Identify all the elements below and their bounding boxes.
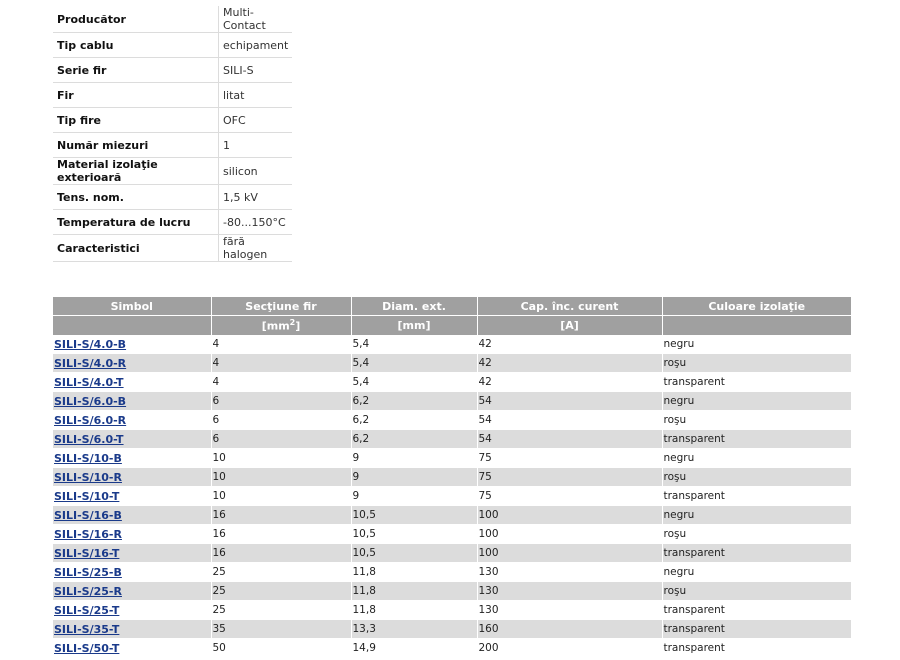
cell-curent: 75 — [477, 487, 662, 506]
spec-value: 1 — [219, 133, 293, 158]
spec-label: Temperatura de lucru — [53, 210, 219, 235]
cell-sectiune: 4 — [211, 373, 351, 392]
cell-curent: 100 — [477, 544, 662, 563]
cell-culoare: transparent — [662, 620, 851, 639]
cell-curent: 42 — [477, 354, 662, 373]
cell-simbol — [53, 544, 211, 563]
col-header-sectiune[interactable]: Secţiune fir — [211, 297, 351, 316]
cell-diam: 10,5 — [351, 544, 477, 563]
table-row — [53, 506, 851, 525]
table-row — [53, 563, 851, 582]
spec-label: Producător — [53, 6, 219, 33]
spec-value: litat — [219, 83, 293, 108]
product-link[interactable]: SILI-S/25-T — [54, 603, 120, 617]
spec-value: 1,5 kV — [219, 185, 293, 210]
cell-diam: 10,5 — [351, 525, 477, 544]
spec-value: -80...150°C — [219, 210, 293, 235]
cell-curent: 75 — [477, 468, 662, 487]
spec-label: Serie fir — [53, 58, 219, 83]
cell-curent: 54 — [477, 430, 662, 449]
cell-curent: 54 — [477, 392, 662, 411]
col-header-curent[interactable]: Cap. înc. curent — [477, 297, 662, 316]
unit-simbol — [53, 316, 211, 336]
product-link[interactable]: SILI-S/35-T — [54, 622, 120, 636]
table-row — [53, 392, 851, 411]
table-row — [53, 373, 851, 392]
product-link[interactable]: SILI-S/4.0-B — [54, 337, 127, 351]
unit-section-sup: 2 — [289, 318, 296, 328]
product-link[interactable]: SILI-S/25-R — [54, 584, 122, 598]
cell-curent: 200 — [477, 639, 662, 658]
product-link[interactable]: SILI-S/6.0-R — [54, 413, 127, 427]
spec-label: Tip cablu — [53, 33, 219, 58]
spec-row — [53, 33, 292, 58]
spec-label: Caracteristici — [53, 235, 219, 262]
cell-simbol — [53, 373, 211, 392]
cell-diam: 9 — [351, 468, 477, 487]
table-row — [53, 354, 851, 373]
table-row — [53, 335, 851, 354]
cell-diam: 9 — [351, 449, 477, 468]
cell-curent: 160 — [477, 620, 662, 639]
cell-simbol — [53, 335, 211, 354]
cell-simbol — [53, 487, 211, 506]
cell-culoare: negru — [662, 506, 851, 525]
spec-label: Tens. nom. — [53, 185, 219, 210]
spec-value: silicon — [219, 158, 293, 185]
cell-curent: 130 — [477, 563, 662, 582]
cell-sectiune: 10 — [211, 468, 351, 487]
spec-row — [53, 6, 292, 33]
table-row — [53, 639, 851, 658]
product-link[interactable]: SILI-S/4.0-T — [54, 375, 124, 389]
table-row — [53, 544, 851, 563]
unit-section-pre: [mm — [261, 319, 290, 333]
unit-section-post: ] — [295, 319, 301, 333]
cell-curent: 42 — [477, 335, 662, 354]
cell-diam: 5,4 — [351, 373, 477, 392]
cell-curent: 100 — [477, 506, 662, 525]
table-row — [53, 601, 851, 620]
table-row — [53, 487, 851, 506]
cell-curent: 130 — [477, 582, 662, 601]
table-row — [53, 525, 851, 544]
cell-culoare: roşu — [662, 354, 851, 373]
spec-row — [53, 58, 292, 83]
cell-simbol — [53, 582, 211, 601]
cell-diam: 13,3 — [351, 620, 477, 639]
cell-simbol — [53, 468, 211, 487]
specs-table — [53, 6, 292, 262]
unit-diam: [mm] — [351, 316, 477, 336]
unit-current: [A] — [477, 316, 662, 336]
cell-sectiune: 16 — [211, 506, 351, 525]
cell-simbol — [53, 563, 211, 582]
cell-diam: 11,8 — [351, 563, 477, 582]
cell-sectiune: 50 — [211, 639, 351, 658]
product-link[interactable]: SILI-S/10-B — [54, 451, 122, 465]
cell-sectiune: 6 — [211, 411, 351, 430]
cell-simbol — [53, 639, 211, 658]
spec-row — [53, 210, 292, 235]
table-row — [53, 582, 851, 601]
spec-row — [53, 185, 292, 210]
spec-label: Număr miezuri — [53, 133, 219, 158]
cell-sectiune: 25 — [211, 601, 351, 620]
cell-culoare: transparent — [662, 487, 851, 506]
cell-curent: 100 — [477, 525, 662, 544]
cell-diam: 6,2 — [351, 392, 477, 411]
cell-curent: 54 — [477, 411, 662, 430]
spec-value: echipament — [219, 33, 293, 58]
spec-row — [53, 83, 292, 108]
col-header-diam[interactable]: Diam. ext. — [351, 297, 477, 316]
cell-sectiune: 16 — [211, 544, 351, 563]
spec-label: Fir — [53, 83, 219, 108]
unit-color — [662, 316, 851, 336]
spec-label: Tip fire — [53, 108, 219, 133]
col-header-simbol[interactable]: Simbol — [53, 297, 211, 316]
cell-simbol — [53, 449, 211, 468]
product-link[interactable]: SILI-S/4.0-R — [54, 356, 127, 370]
cell-simbol — [53, 392, 211, 411]
header-row — [53, 297, 851, 316]
cell-sectiune: 4 — [211, 335, 351, 354]
table-row — [53, 430, 851, 449]
cell-diam: 6,2 — [351, 411, 477, 430]
cell-curent: 75 — [477, 449, 662, 468]
table-row — [53, 620, 851, 639]
cell-simbol — [53, 506, 211, 525]
cell-simbol — [53, 354, 211, 373]
cell-culoare: negru — [662, 449, 851, 468]
cell-culoare: negru — [662, 563, 851, 582]
units-row — [53, 316, 851, 336]
cell-diam: 9 — [351, 487, 477, 506]
cell-culoare: roşu — [662, 411, 851, 430]
product-link[interactable]: SILI-S/10-R — [54, 470, 122, 484]
cell-sectiune: 25 — [211, 582, 351, 601]
cell-diam: 5,4 — [351, 354, 477, 373]
cell-culoare: transparent — [662, 639, 851, 658]
cell-sectiune: 16 — [211, 525, 351, 544]
spec-row — [53, 133, 292, 158]
cell-culoare: negru — [662, 335, 851, 354]
products-table — [53, 297, 852, 658]
cell-culoare: transparent — [662, 430, 851, 449]
cell-culoare: transparent — [662, 373, 851, 392]
cell-simbol — [53, 601, 211, 620]
cell-sectiune: 10 — [211, 487, 351, 506]
cell-curent: 130 — [477, 601, 662, 620]
spec-value: fără halogen — [219, 235, 293, 262]
cell-diam: 14,9 — [351, 639, 477, 658]
cell-simbol — [53, 620, 211, 639]
cell-curent: 42 — [477, 373, 662, 392]
cell-sectiune: 4 — [211, 354, 351, 373]
cell-simbol — [53, 430, 211, 449]
product-link[interactable]: SILI-S/16-T — [54, 546, 120, 560]
cell-culoare: roşu — [662, 468, 851, 487]
cell-diam: 11,8 — [351, 601, 477, 620]
table-row — [53, 411, 851, 430]
cell-diam: 6,2 — [351, 430, 477, 449]
cell-sectiune: 25 — [211, 563, 351, 582]
spec-row — [53, 108, 292, 133]
product-link[interactable]: SILI-S/6.0-B — [54, 394, 127, 408]
spec-value: OFC — [219, 108, 293, 133]
cell-culoare: roşu — [662, 525, 851, 544]
cell-sectiune: 35 — [211, 620, 351, 639]
product-link[interactable]: SILI-S/16-B — [54, 508, 122, 522]
cell-sectiune: 6 — [211, 430, 351, 449]
cell-diam: 11,8 — [351, 582, 477, 601]
cell-simbol — [53, 525, 211, 544]
unit-section — [211, 316, 351, 336]
cell-culoare: transparent — [662, 544, 851, 563]
spec-value: SILI-S — [219, 58, 293, 83]
spec-label: Material izolaţie exterioară — [53, 158, 219, 185]
cell-diam: 10,5 — [351, 506, 477, 525]
product-link[interactable]: SILI-S/50-T — [54, 641, 120, 655]
cell-simbol — [53, 411, 211, 430]
product-link[interactable]: SILI-S/16-R — [54, 527, 122, 541]
product-link[interactable]: SILI-S/10-T — [54, 489, 120, 503]
cell-culoare: negru — [662, 392, 851, 411]
product-link[interactable]: SILI-S/6.0-T — [54, 432, 124, 446]
spec-row — [53, 235, 292, 262]
spec-row — [53, 158, 292, 185]
cell-sectiune: 10 — [211, 449, 351, 468]
cell-sectiune: 6 — [211, 392, 351, 411]
product-link[interactable]: SILI-S/25-B — [54, 565, 122, 579]
cell-diam: 5,4 — [351, 335, 477, 354]
spec-value: Multi-Contact — [219, 6, 293, 33]
col-header-culoare[interactable]: Culoare izolaţie — [662, 297, 851, 316]
table-row — [53, 468, 851, 487]
cell-culoare: transparent — [662, 601, 851, 620]
cell-culoare: roşu — [662, 582, 851, 601]
table-row — [53, 449, 851, 468]
